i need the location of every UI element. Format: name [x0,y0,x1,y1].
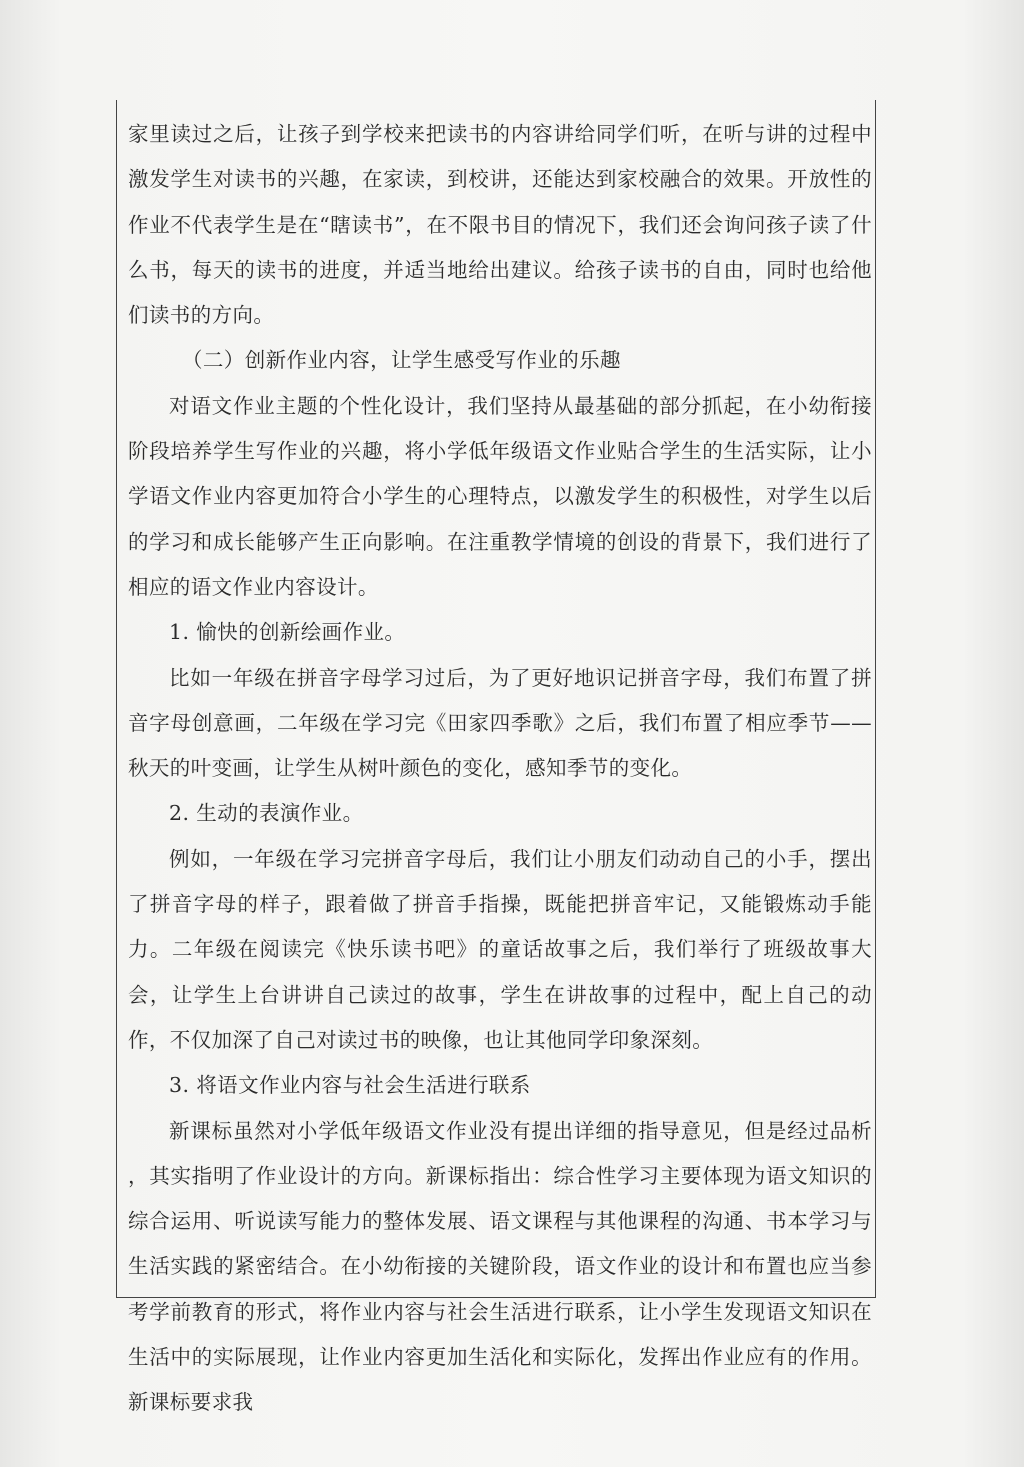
subheading-3: 3. 将语文作业内容与社会生活进行联系 [169,1073,531,1098]
document-body [128,112,872,1426]
subheading-2: 2. 生动的表演作业。 [169,801,364,826]
paragraph-intro: 对语文作业主题的个性化设计，我们坚持从最基础的部分抓起，在小幼衔接阶段培养学生写作业的兴趣，将小学低年级语文作业贴合学生的生活实际，让小学语文作业内容更加符合小学生的心理特点，以激发学生的积极性，对学生以后的学习和成长能够产生正向影响。在注重教学情境的创设的背景下，我们进行了相应的语文作业内容设计。 [128,393,872,599]
paragraph-social-life: 新课标虽然对小学低年级语文作业没有提出详细的指导意见，但是经过品析 ，其实指明了作业设计的方向。新课标指出：综合性学习主要体现为语文知识的综合运用、听说读写能力的整体发展、语文课程与其他课程的沟通、书本学习与生活实践的紧密结合。在小幼衔接的关键阶段，语文作业的设计和布置也应当参考学前教育的形式，将作业内容与社会生活进行联系，让小学生发现语文知识在生活中的实际展现，让作业内容更加生活化和实际化，发挥出作业应有的作用。新课标要求我 [128,1118,872,1415]
paragraph-drawing: 比如一年级在拼音字母学习过后，为了更好地识记拼音字母，我们布置了拼音字母创意画，二年级在学习完《田家四季歌》之后，我们布置了相应季节——秋天的叶变画，让学生从树叶颜色的变化，感知季节的变化。 [128,665,872,781]
section-heading-2: （二）创新作业内容，让学生感受写作业的乐趣 [182,348,621,373]
paragraph-performance: 例如，一年级在学习完拼音字母后，我们让小朋友们动动自己的小手，摆出了拼音字母的样子，跟着做了拼音手指操，既能把拼音牢记，又能锻炼动手能力。二年级在阅读完《快乐读书吧》的童话故事之后，我们举行了班级故事大会，让学生上台讲讲自己读过的故事，学生在讲故事的过程中，配上自己的动作，不仅加深了自己对读过书的映像，也让其他同学印象深刻。 [128,846,872,1052]
subheading-1: 1. 愉快的创新绘画作业。 [169,620,406,645]
paragraph-continued: 家里读过之后，让孩子到学校来把读书的内容讲给同学们听，在听与讲的过程中激发学生对读书的兴趣，在家读，到校讲，还能达到家校融合的效果。开放性的作业不代表学生是在“瞎读书”，在不限书目的情况下，我们还会询问孩子读了什么书，每天的读书的进度，并适当地给出建议。给孩子读书的自由，同时也给他们读书的方向。 [128,122,872,328]
